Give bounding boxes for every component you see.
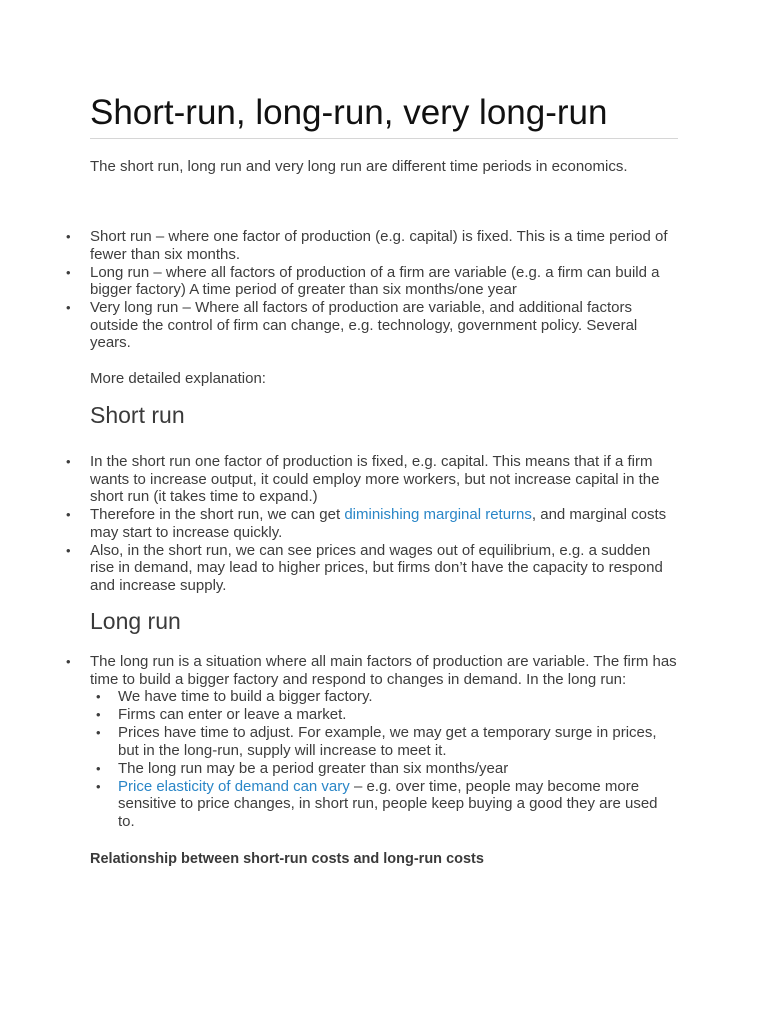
definition-long-run: • Long run – where all factors of production of a firm are variable (e.g. a firm can build a bigger factory) A time period of greater than six months/one year xyxy=(90,264,678,299)
more-detailed-label: More detailed explanation: xyxy=(90,370,266,387)
long-run-subitem-text: – e.g. over time, people may become more sensitive to price changes, in short run, people keep buying a good they are used to. xyxy=(118,777,658,830)
definition-short-run: • Short run – where one factor of production (e.g. capital) is fixed. This is a time period of fewer than six months. xyxy=(90,228,678,263)
title-divider xyxy=(90,138,678,139)
definitions-list xyxy=(90,228,678,352)
price-elasticity-link[interactable]: Price elasticity of demand can vary xyxy=(118,777,350,795)
long-run-intro-text: The long run is a situation where all main factors of production are variable. The firm has time to build a bigger factory and respond to changes in demand. In the long run: xyxy=(90,653,677,688)
short-run-item-text: Therefore in the short run, we can get xyxy=(90,506,345,523)
short-run-item xyxy=(90,506,678,541)
definition-very-long-run: • Very long run – Where all factors of production are variable, and additional factors outside the control of firm can change, e.g. technology, government policy. Several years. xyxy=(90,299,678,352)
relationship-heading: Relationship between short-run costs and long-run costs xyxy=(90,851,484,867)
long-run-heading: Long run xyxy=(90,608,181,634)
short-run-heading: Short run xyxy=(90,402,185,428)
long-run-subitem: • We have time to build a bigger factory. xyxy=(118,688,678,706)
intro-paragraph: The short run, long run and very long run are different time periods in economics. xyxy=(90,158,628,175)
diminishing-marginal-returns-link[interactable]: diminishing marginal returns xyxy=(344,506,532,523)
long-run-subitem xyxy=(118,778,678,831)
long-run-item xyxy=(90,653,678,830)
short-run-item-text: , and marginal costs may start to increase quickly. xyxy=(90,506,667,541)
long-run-list xyxy=(90,653,678,831)
long-run-subitem: • Firms can enter or leave a market. xyxy=(118,706,678,724)
short-run-item: • In the short run one factor of production is fixed, e.g. capital. This means that if a firm wants to increase output, it could employ more workers, but not increase capital in the short run (it takes time to expand.) xyxy=(90,453,678,506)
long-run-sublist xyxy=(90,688,678,830)
short-run-list xyxy=(90,453,678,595)
long-run-subitem: • The long run may be a period greater than six months/year xyxy=(118,760,678,778)
short-run-item: • Also, in the short run, we can see prices and wages out of equilibrium, e.g. a sudden rise in demand, may lead to higher prices, but firms don’t have the capacity to respond and increase supply. xyxy=(90,542,678,595)
page-title: Short-run, long-run, very long-run xyxy=(90,93,608,132)
long-run-subitem: • Prices have time to adjust. For example, we may get a temporary surge in prices, but in the long-run, supply will increase to meet it. xyxy=(118,724,678,759)
